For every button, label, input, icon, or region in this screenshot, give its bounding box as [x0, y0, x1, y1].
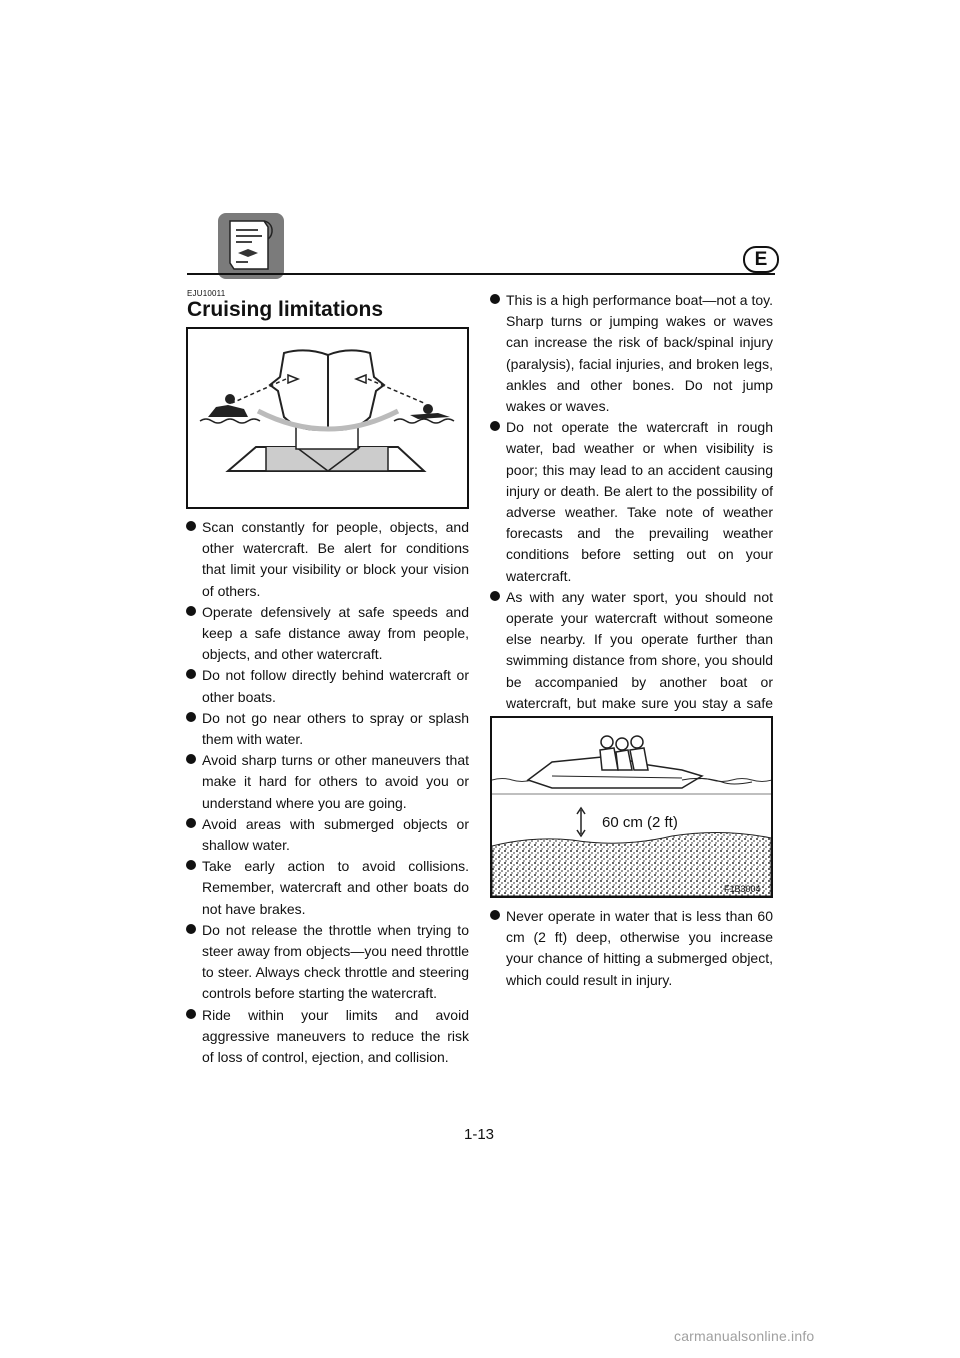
bullet-dot-icon [490, 294, 500, 304]
page-number: 1-13 [464, 1126, 495, 1143]
figure-code: F1B3004 [724, 884, 761, 894]
section-code: EJU10011 [187, 289, 226, 298]
header-rule [187, 273, 775, 275]
list-item: As with any water sport, you should not operate your watercraft without someone else nearby. If you operate further than swimming distance from shore, you should be accompanied by another boat or watercraft, but make sure you stay a safe [490, 587, 773, 735]
list-item: Do not go near others to spray or splash them with water. [186, 708, 469, 750]
list-item: Never operate in water that is less than 60 cm (2 ft) deep, otherwise you increase your chance of hitting a submerged object, which could result in injury. [490, 906, 773, 991]
list-item: Do not release the throttle when trying to steer away from objects—you need throttle to steer. Always check throttle and steering controls before starting the watercraft. [186, 920, 469, 1005]
list-item: Avoid areas with submerged objects or shallow water. [186, 814, 469, 856]
list-item: This is a high performance boat—not a toy. Sharp turns or jumping wakes or waves can increase the risk of back/spinal injury (paralysis), facial injuries, and broken legs, ankles and other bones. Do not jump wakes or waves. [490, 290, 773, 417]
page-title: Cruising limitations [187, 298, 384, 321]
bullet-dot-icon [186, 606, 196, 616]
bullet-dot-icon [186, 754, 196, 764]
list-item: Operate defensively at safe speeds and keep a safe distance away from people, objects, and other watercraft. [186, 602, 469, 666]
language-badge: E [743, 246, 779, 273]
list-item: Do not follow directly behind watercraft or other boats. [186, 665, 469, 707]
bullet-dot-icon [186, 924, 196, 934]
bullet-dot-icon [186, 860, 196, 870]
right-bullet-list-bottom [490, 906, 773, 991]
depth-label: 60 cm (2 ft) [602, 814, 678, 831]
left-bullet-list [186, 517, 469, 1068]
lookout-figure [186, 327, 469, 509]
bullet-dot-icon [186, 1009, 196, 1019]
bullet-dot-icon [490, 421, 500, 431]
left-column [186, 517, 469, 1068]
bullet-dot-icon [490, 591, 500, 601]
bullet-dot-icon [490, 910, 500, 920]
bullet-dot-icon [186, 818, 196, 828]
right-bullet-list-top [490, 290, 773, 735]
bullet-dot-icon [186, 669, 196, 679]
list-item: Take early action to avoid collisions. Remember, watercraft and other boats do not have brakes. [186, 856, 469, 920]
manual-book-icon [218, 213, 284, 279]
list-item: Do not operate the watercraft in rough water, bad weather or when visibility is poor; this may lead to an accident causing injury or death. Be alert to the possibility of adverse weather. Take note of weather forecasts and the prevailing weather conditions before setting out on your watercraft. [490, 417, 773, 587]
list-item: Scan constantly for people, objects, and other watercraft. Be alert for conditions that limit your visibility or block your vision of others. [186, 517, 469, 602]
right-column-bottom [490, 906, 773, 991]
bullet-dot-icon [186, 521, 196, 531]
depth-figure [490, 716, 773, 898]
bullet-dot-icon [186, 712, 196, 722]
watermark: carmanualsonline.info [674, 1328, 815, 1344]
right-column-top [490, 290, 773, 735]
list-item: Avoid sharp turns or other maneuvers that make it hard for others to avoid you or understand where you are going. [186, 750, 469, 814]
list-item: Ride within your limits and avoid aggressive maneuvers to reduce the risk of loss of control, ejection, and collision. [186, 1005, 469, 1069]
